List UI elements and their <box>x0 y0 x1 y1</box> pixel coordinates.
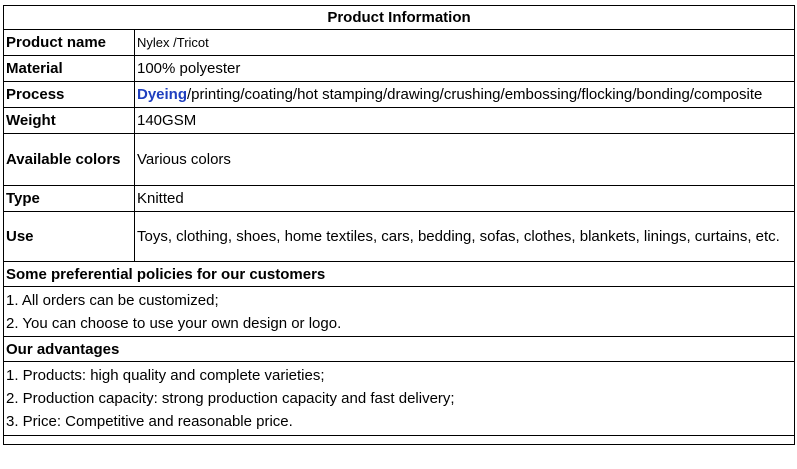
label-weight: Weight <box>4 108 135 134</box>
row-advantages <box>4 362 795 436</box>
label-use: Use <box>4 212 135 262</box>
policies-list <box>4 287 795 337</box>
row-product-name <box>4 30 795 56</box>
policy-item: 1. All orders can be customized; <box>6 291 219 309</box>
advantages-list <box>4 362 795 436</box>
row-colors <box>4 134 795 186</box>
row-type <box>4 186 795 212</box>
policies-heading: Some preferential policies for our customers <box>4 262 795 287</box>
process-highlight: Dyeing <box>137 86 188 103</box>
label-colors: Available colors <box>4 134 135 186</box>
value-type: Knitted <box>135 186 795 212</box>
value-product-name: Nylex /Tricot <box>135 30 795 56</box>
row-policies-heading <box>4 262 795 287</box>
advantages-heading: Our advantages <box>4 337 795 362</box>
table-title: Product Information <box>4 6 795 30</box>
advantage-item: 1. Products: high quality and complete varieties; <box>6 367 325 384</box>
row-empty <box>4 436 795 445</box>
value-use: Toys, clothing, shoes, home textiles, cars, bedding, sofas, clothes, blankets, linings, curtains, etc. <box>135 212 795 262</box>
label-material: Material <box>4 56 135 82</box>
value-process <box>135 82 795 108</box>
row-process <box>4 82 795 108</box>
value-weight: 140GSM <box>135 108 795 134</box>
label-product-name: Product name <box>4 30 135 56</box>
process-rest: /printing/coating/hot stamping/drawing/crushing/embossing/flocking/bonding/composite <box>187 86 763 103</box>
product-info-table <box>3 5 795 445</box>
row-material <box>4 56 795 82</box>
empty-cell <box>4 436 795 445</box>
value-material: 100% polyester <box>135 56 795 82</box>
row-use <box>4 212 795 262</box>
label-type: Type <box>4 186 135 212</box>
row-advantages-heading <box>4 337 795 362</box>
value-colors: Various colors <box>135 134 795 186</box>
label-process: Process <box>4 82 135 108</box>
row-policies <box>4 287 795 337</box>
advantage-item: 3. Price: Competitive and reasonable price. <box>6 413 293 430</box>
advantage-item: 2. Production capacity: strong production capacity and fast delivery; <box>6 390 455 407</box>
policy-item: 2. You can choose to use your own design or logo. <box>6 314 342 332</box>
row-weight <box>4 108 795 134</box>
